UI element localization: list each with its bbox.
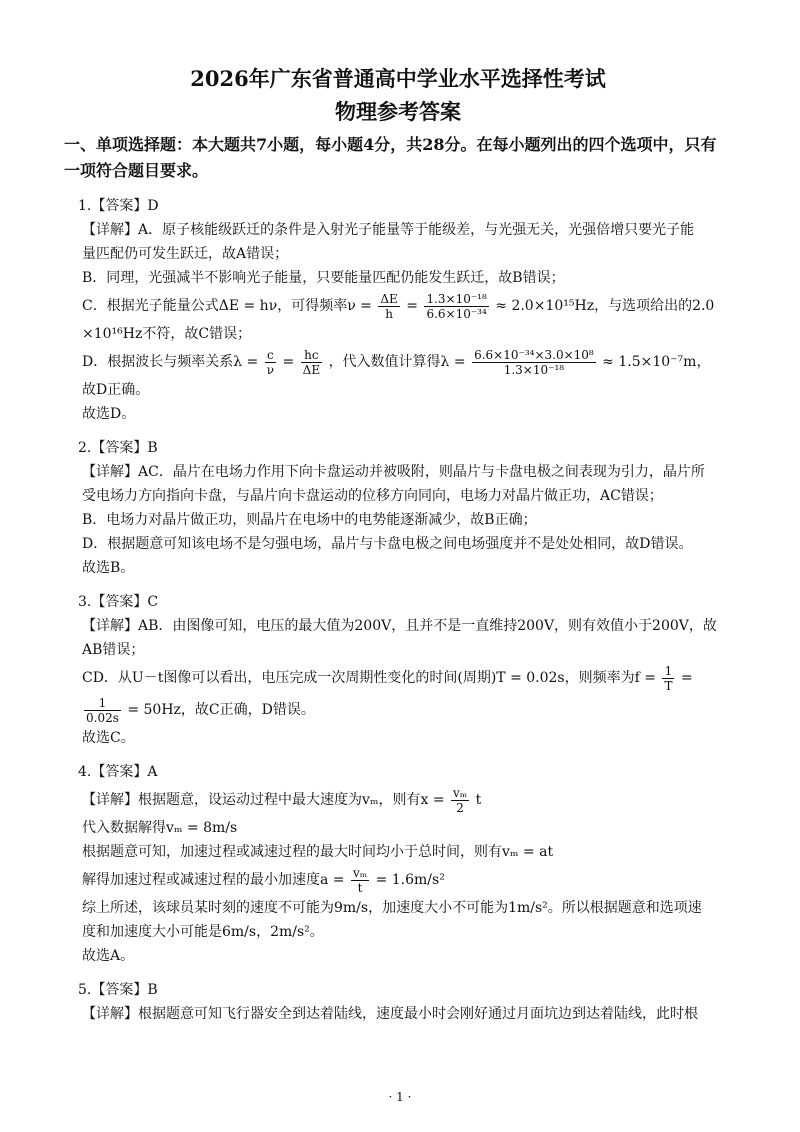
q1-text: ，代入数值计算得λ = — [328, 354, 466, 370]
q5-line: 【详解】根据题意可知飞行器安全到达着陆线，速度最小时会刚好通过月面坑边到达着陆线，此时根 — [82, 1006, 698, 1022]
numerator: hc — [301, 348, 322, 363]
q1-formula-line — [64, 346, 732, 378]
question-2 — [64, 436, 732, 580]
numerator: ΔE — [380, 291, 398, 306]
fraction — [84, 696, 121, 725]
q4-line: 综上所述，该球员某时刻的速度不可能为9m/s，加速度大小不可能为1m/s²。所以根据题意和选项速 — [82, 900, 702, 916]
numerator: 1 — [84, 696, 121, 711]
q4-text: 【详解】根据题意，设运动过程中最大速度为vₘ，则有x = — [82, 792, 445, 808]
q4-line: 代入数据解得vₘ = 8m/s — [82, 820, 238, 836]
q1-text: C．根据光子能量公式ΔE = hν，可得频率ν = — [82, 298, 372, 314]
fraction — [351, 866, 369, 895]
denominator: 2 — [456, 800, 464, 815]
q4-text: 解得加速过程或减速过程的最小加速度a = — [82, 872, 345, 888]
question-5 — [64, 978, 732, 1026]
section-heading: 一、单项选择题：本大题共7小题，每小题4分，共28分。在每小题列出的四个选项中，只有一项符合题目要求。 — [64, 135, 717, 180]
page-number: · 1 · — [388, 1090, 412, 1104]
denominator: t — [357, 880, 363, 895]
fraction — [424, 292, 488, 321]
question-1 — [64, 194, 732, 426]
q3-text: = 50Hz，故C正确，D错误。 — [127, 702, 315, 718]
numerator: vₘ — [352, 865, 368, 880]
q4-text: = 1.6m/s² — [375, 872, 445, 888]
equals: = — [680, 670, 693, 686]
fraction — [301, 348, 322, 377]
equals: = — [282, 354, 295, 370]
q1-answer: 1.【答案】D — [78, 198, 159, 214]
q2-line: D．根据题意可知该电场不是匀强电场，晶片与卡盘电极之间电场强度并不是处处相同，故D错误。 — [82, 536, 693, 552]
q1-line: B．同理，光强减半不影响光子能量，只要能量匹配仍能发生跃迁，故B错误； — [82, 270, 565, 286]
denominator: 1.3×10⁻¹⁸ — [503, 362, 565, 377]
denominator: ν — [266, 362, 275, 377]
numerator: vₘ — [453, 785, 468, 800]
doc-title: 2026年广东省普通高中学业水平选择性考试 — [190, 66, 606, 91]
q1-line: 量匹配仍可发生跃迁，故A错误； — [82, 246, 289, 262]
numerator: 1.3×10⁻¹⁸ — [426, 291, 487, 306]
equals: = — [406, 298, 418, 314]
fraction — [378, 292, 399, 321]
q4-line: 度和加速度大小可能是6m/s，2m/s²。 — [82, 924, 324, 940]
fraction — [472, 348, 596, 377]
numerator: c — [265, 348, 276, 363]
q4-line: 根据题意可知，加速过程或减速过程的最大时间均小于总时间，则有vₘ = at — [82, 844, 554, 860]
fraction — [451, 786, 469, 815]
numerator: 6.6×10⁻³⁴×3.0×10⁸ — [474, 347, 594, 362]
denominator: T — [664, 678, 673, 693]
q1-line: 故选D。 — [82, 406, 136, 422]
numerator: 1 — [662, 664, 674, 679]
doc-subtitle: 物理参考答案 — [335, 99, 461, 124]
q1-line: ×10¹⁶Hz不符，故C错误； — [82, 326, 252, 342]
q5-answer: 5.【答案】B — [78, 982, 158, 998]
q1-text: D．根据波长与频率关系λ = — [82, 354, 259, 370]
q4-line: 故选A。 — [82, 948, 135, 964]
q2-line: 故选B。 — [82, 560, 135, 576]
q1-text: ≈ 2.0×10¹⁵Hz，与选项给出的2.0 — [495, 298, 715, 314]
denominator: 0.02s — [86, 710, 119, 725]
q3-line: 故选C。 — [82, 730, 135, 746]
q3-answer: 3.【答案】C — [78, 594, 159, 610]
fraction — [265, 348, 276, 377]
q2-line: B．电场力对晶片做正功，则晶片在电场中的电势能逐渐减少，故B正确； — [82, 512, 537, 528]
q3-formula-line — [64, 662, 732, 694]
q4-answer: 4.【答案】A — [78, 764, 158, 780]
q3-formula-line — [64, 694, 732, 726]
q3-line: AB错误； — [82, 642, 145, 658]
denominator: h — [385, 306, 393, 321]
q2-line: 【详解】AC．晶片在电场力作用下向卡盘运动并被吸附，则晶片与卡盘电极之间表现为引力，晶片所 — [82, 464, 705, 480]
q3-line: 【详解】AB．由图像可知，电压的最大值为200V，且并不是一直维持200V，则有效值小于200V，故 — [82, 618, 717, 634]
denominator: ΔE — [302, 362, 321, 377]
q2-answer: 2.【答案】B — [78, 440, 158, 456]
q2-line: 受电场力方向指向卡盘，与晶片向卡盘运动的位移方向同向，电场力对晶片做正功，AC错误； — [82, 488, 663, 504]
question-4 — [64, 760, 732, 968]
q1-formula-line — [64, 290, 732, 322]
q1-line: 故D正确。 — [82, 382, 150, 398]
fraction — [662, 664, 674, 693]
q4-formula-line — [64, 864, 732, 896]
denominator: 6.6×10⁻³⁴ — [426, 306, 487, 321]
q3-text: CD．从U－t图像可以看出，电压完成一次周期性变化的时间(周期)T = 0.02s，则频率为f = — [82, 670, 656, 686]
q4-formula-line — [64, 784, 732, 816]
q1-line: 【详解】A．原子核能级跃迁的条件是入射光子能量等于能级差，与光强无关，光强倍增只要光子能 — [82, 222, 695, 238]
question-3 — [64, 590, 732, 750]
q1-text: ≈ 1.5×10⁻⁷m， — [602, 354, 711, 370]
q4-text: t — [475, 792, 482, 808]
